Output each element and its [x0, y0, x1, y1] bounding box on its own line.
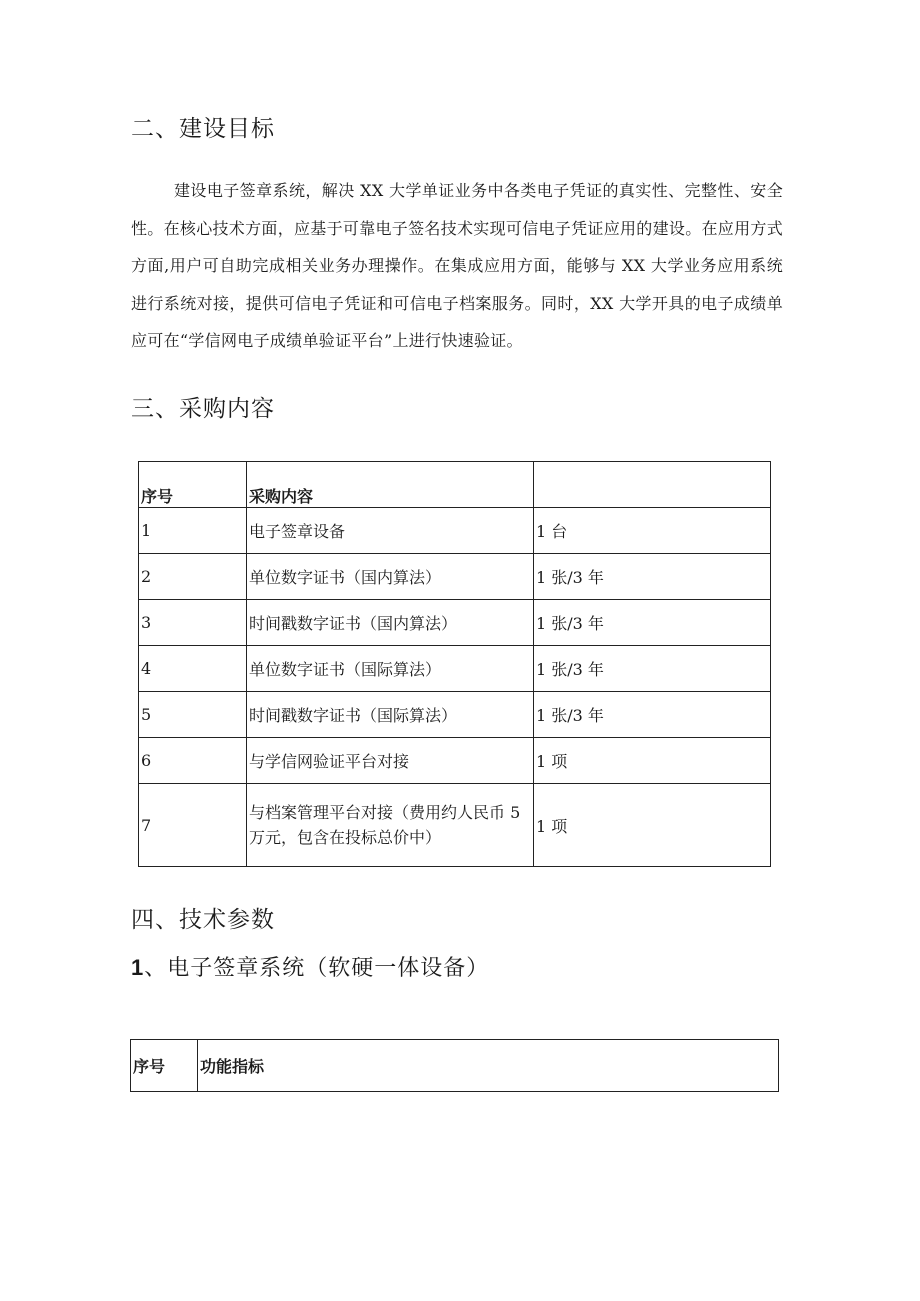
subsection-title: 、电子签章系统（软硬一体设备）	[144, 956, 490, 981]
header-no: 序号	[131, 1040, 198, 1092]
table-header-row	[131, 1040, 779, 1092]
cell-item: 与档案管理平台对接（费用约人民币 5 万元，包含在投标总价中）	[247, 784, 534, 867]
goal-paragraph: 建设电子签章系统，解决 XX 大学单证业务中各类电子凭证的真实性、完整性、安全性。在核心技术方面，应基于可靠电子签名技术实现可信电子凭证应用的建设。在应用方式方面,用户可自助完成相关业务办理操作。在集成应用方面，能够与 XX 大学业务应用系统进行系统对接，提供可信电子凭证和可信电子档案服务。同时，XX 大学开具的电子成绩单应可在“学信网电子成绩单验证平台”上进行快速验证。	[131, 181, 784, 350]
table-row	[139, 508, 771, 554]
table-row	[139, 554, 771, 600]
cell-item: 与学信网验证平台对接	[247, 738, 534, 784]
table-row	[139, 600, 771, 646]
cell-qty: 1 项	[534, 784, 771, 867]
table-row	[139, 646, 771, 692]
cell-qty: 1 张/3 年	[534, 554, 771, 600]
cell-no: 5	[139, 692, 247, 738]
cell-item: 电子签章设备	[247, 508, 534, 554]
section-heading-procurement: 三、采购内容	[131, 396, 275, 422]
subsection-number: 1	[131, 955, 145, 980]
section-heading-tech-params: 四、技术参数	[131, 907, 275, 933]
cell-item: 单位数字证书（国际算法）	[247, 646, 534, 692]
cell-qty: 1 项	[534, 738, 771, 784]
cell-qty: 1 台	[534, 508, 771, 554]
cell-no: 2	[139, 554, 247, 600]
header-qty	[534, 462, 771, 508]
tech-params-table	[130, 1039, 779, 1092]
section-heading-goal: 二、建设目标	[131, 116, 275, 142]
table-header-row	[139, 462, 771, 508]
cell-no: 7	[139, 784, 247, 867]
cell-no: 1	[139, 508, 247, 554]
table-row	[139, 784, 771, 867]
procurement-table	[138, 461, 771, 867]
cell-item: 时间戳数字证书（国际算法）	[247, 692, 534, 738]
cell-qty: 1 张/3 年	[534, 646, 771, 692]
cell-item: 单位数字证书（国内算法）	[247, 554, 534, 600]
cell-qty: 1 张/3 年	[534, 600, 771, 646]
cell-item: 时间戳数字证书（国内算法）	[247, 600, 534, 646]
cell-qty: 1 张/3 年	[534, 692, 771, 738]
header-no: 序号	[139, 462, 247, 508]
table-row	[139, 692, 771, 738]
cell-no: 3	[139, 600, 247, 646]
header-function: 功能指标	[198, 1040, 779, 1092]
cell-no: 4	[139, 646, 247, 692]
header-content: 采购内容	[247, 462, 534, 508]
cell-no: 6	[139, 738, 247, 784]
table-row	[139, 738, 771, 784]
subsection-heading-esign-system	[131, 953, 489, 984]
